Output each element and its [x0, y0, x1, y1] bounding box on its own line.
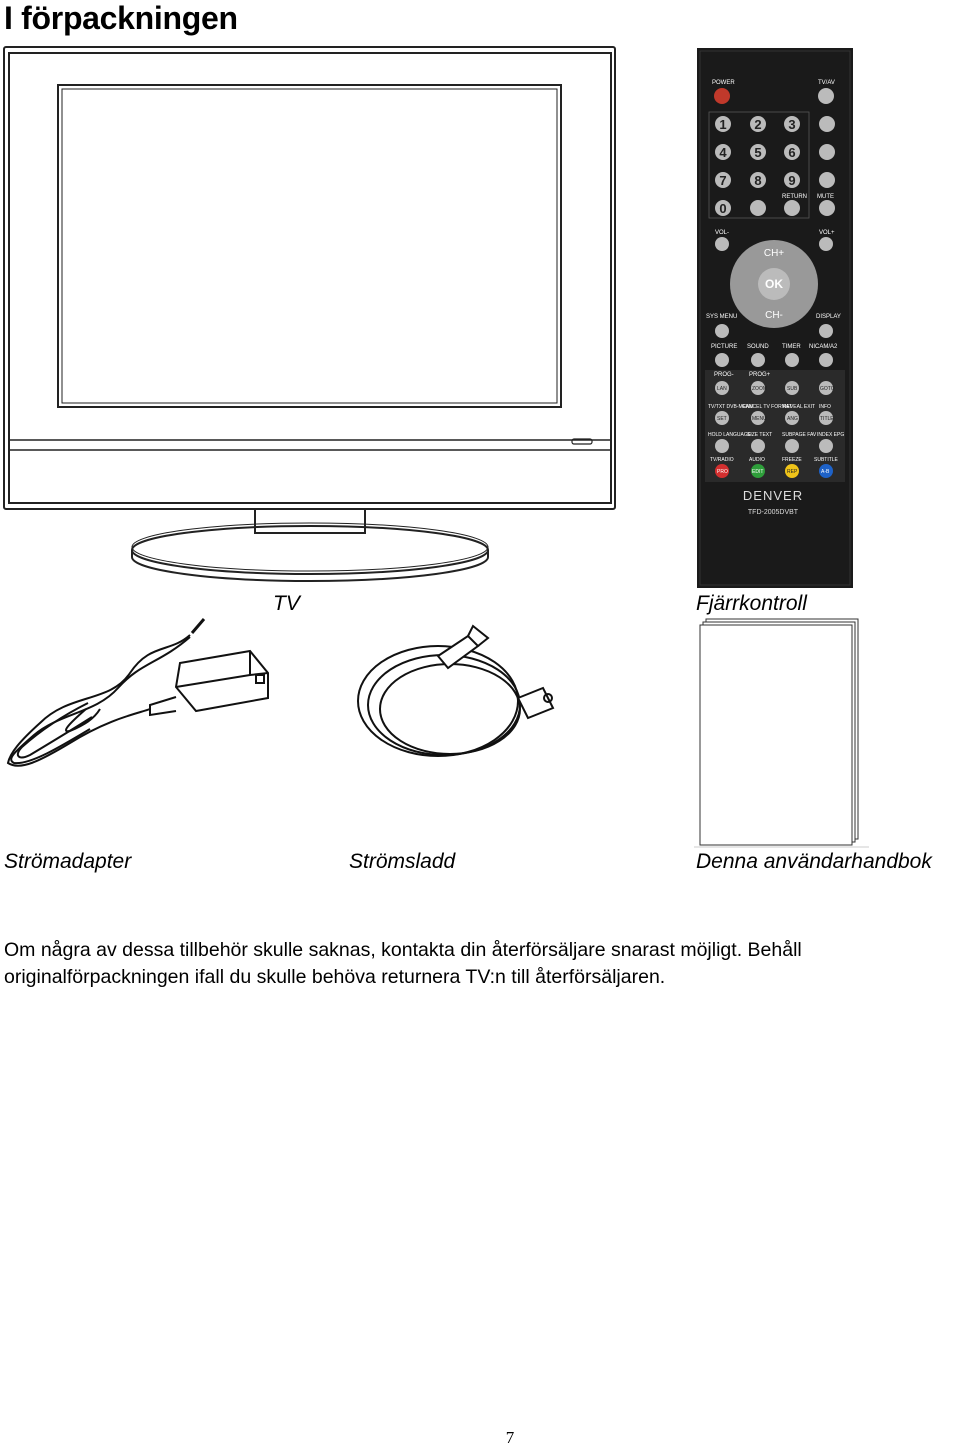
remote-digit-6: 6: [788, 145, 796, 160]
remote-digit-3: 3: [788, 117, 796, 132]
remote-row1-4: NICAM/A2: [809, 344, 838, 350]
remote-progminus-label: PROG-: [714, 372, 734, 378]
remote-row6-4: SUBTITLE: [814, 457, 838, 463]
remote-row6-3: FREEZE: [782, 457, 802, 463]
remote-row4-4: TITLE: [820, 416, 834, 422]
remote-brand: DENVER: [742, 488, 804, 503]
remote-row7-2: EDIT: [752, 469, 764, 475]
remote-display-label: DISPLAY: [816, 314, 841, 320]
remote-row6-1: TV/RADIO: [710, 457, 734, 463]
remote-digit-1: 1: [719, 117, 727, 132]
remote-return-label: RETURN: [782, 194, 807, 200]
remote-row6-2: AUDIO: [749, 457, 765, 463]
remote-row7-1: PRO: [717, 469, 728, 475]
remote-row1-2: SOUND: [747, 344, 769, 350]
remote-chminus-label: CH-: [765, 310, 783, 321]
remote-digit-7: 7: [719, 173, 727, 188]
remote-row3-2: CANCEL TV FORMAT: [742, 404, 792, 410]
remote-volplus-label: VOL+: [819, 230, 835, 236]
remote-row7-4: A-B: [821, 469, 830, 475]
remote-row5-3: SUBPAGE FAV: [782, 432, 817, 438]
remote-progplus-label: PROG+: [749, 372, 771, 378]
remote-row2-3: SUB: [787, 386, 798, 392]
remote-row5-1: HOLD LANGUAGE: [708, 432, 752, 438]
remote-row2-2: ZOOM: [752, 386, 767, 392]
remote-model: TFD-2005DVBT: [747, 509, 799, 516]
remote-row4-2: MENU: [752, 416, 767, 422]
body-paragraph: [4, 937, 956, 991]
remote-row4-3: ANG: [787, 416, 798, 422]
remote-digit-5: 5: [754, 145, 762, 160]
remote-row2-1: LAN: [717, 386, 727, 392]
remote-tvav-label: TV/AV: [818, 80, 835, 86]
page-title: I förpackningen: [4, 0, 238, 36]
remote-ok-label: OK: [765, 277, 783, 291]
manual-illustration: [694, 615, 869, 848]
caption-adapter: Strömadapter: [4, 850, 132, 873]
caption-cable: Strömsladd: [349, 850, 456, 873]
remote-row5-2: SIZE TEXT: [747, 432, 773, 438]
remote-row3-1: TV/TXT DVB-MENU: [708, 404, 754, 410]
remote-row3-3: REVEAL EXIT: [783, 404, 816, 410]
remote-row5-4: INDEX EPG: [817, 432, 845, 438]
body-line-1: Om några av dessa tillbehör skulle saknas, kontakta din återförsäljare snarast möjligt. Behåll: [4, 939, 802, 961]
remote-volminus-label: VOL-: [715, 230, 730, 236]
remote-digit-4: 4: [719, 145, 727, 160]
remote-digit-2: 2: [754, 117, 762, 132]
page-number: 7: [505, 1428, 515, 1447]
remote-row4-1: SET: [717, 416, 727, 422]
caption-tv: TV: [273, 592, 300, 615]
remote-row3-4: INFO: [819, 404, 831, 410]
cable-illustration: [348, 616, 568, 766]
remote-row1-3: TIMER: [782, 344, 801, 350]
body-line-2: originalförpackningen ifall du skulle behöva returnera TV:n till återförsäljaren.: [4, 966, 666, 988]
remote-illustration: [697, 48, 853, 588]
remote-digit-8: 8: [754, 173, 762, 188]
remote-row1-1: PICTURE: [711, 344, 738, 350]
remote-chplus-label: CH+: [763, 248, 785, 259]
remote-digit-9: 9: [788, 173, 796, 188]
remote-mute-label: MUTE: [817, 194, 834, 200]
remote-sysmenu-label: SYS MENU: [706, 314, 738, 320]
caption-manual: Denna användarhandbok: [696, 850, 932, 873]
remote-power-label: POWER: [712, 80, 735, 86]
adapter-illustration: [0, 613, 280, 773]
remote-row2-4: GOTO: [820, 386, 835, 392]
caption-remote: Fjärrkontroll: [696, 592, 807, 615]
remote-digit-0: 0: [719, 201, 727, 216]
remote-row7-3: REP: [787, 469, 798, 475]
tv-illustration: [0, 45, 620, 580]
